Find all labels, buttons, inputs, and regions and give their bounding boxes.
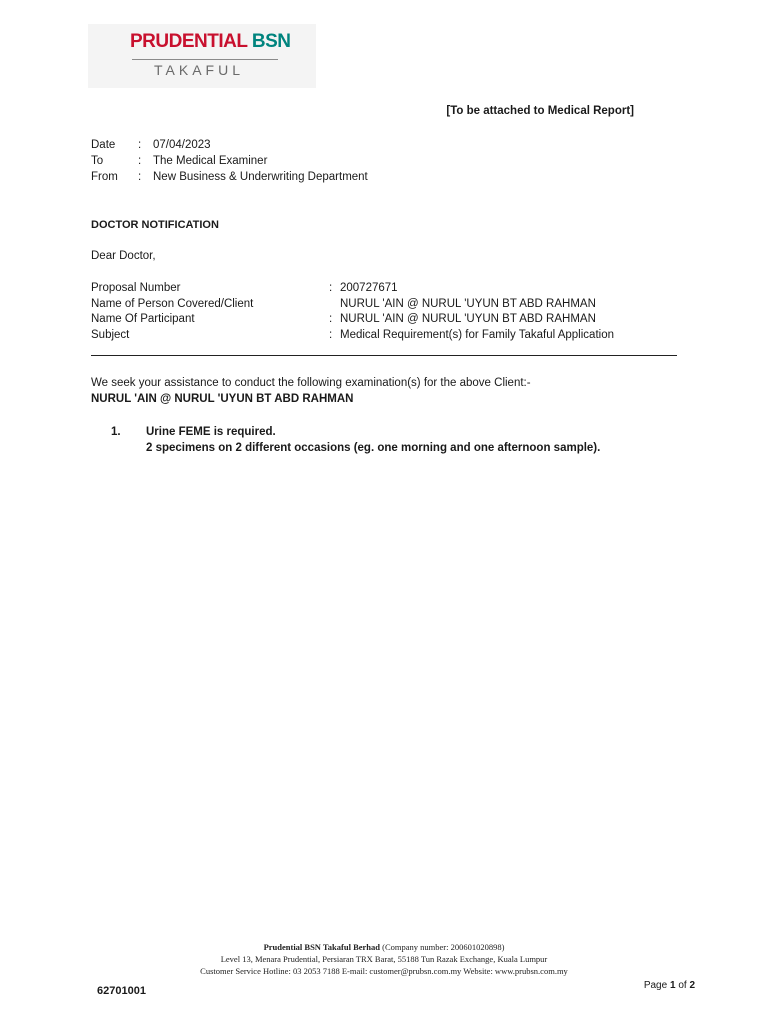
page-current: 1 (669, 980, 676, 991)
proposal-colon: : (329, 282, 333, 294)
footer-address: Level 13, Menara Prudential, Persiaran TRX Barat, 55188 Tun Razak Exchange, Kuala Lumpur (220, 954, 548, 964)
footer-company-number: (Company number: 200601020898) (382, 942, 505, 952)
divider-line (91, 355, 677, 356)
page-total: 2 (689, 980, 695, 991)
page-number (644, 980, 695, 991)
attach-note: [To be attached to Medical Report] (446, 105, 634, 117)
proposal-label: Proposal Number (91, 282, 181, 294)
item-line: Urine FEME is required. (146, 426, 276, 438)
document-number: 62701001 (97, 985, 146, 997)
meta-label: To (91, 155, 104, 167)
proposal-value: Medical Requirement(s) for Family Takaful Application (340, 329, 614, 341)
document-heading: DOCTOR NOTIFICATION (91, 219, 219, 231)
proposal-row (91, 298, 691, 312)
meta-value: The Medical Examiner (153, 155, 268, 167)
proposal-colon: : (329, 329, 333, 341)
footer-company-line (0, 942, 768, 952)
footer-company: Prudential BSN Takaful Berhad (263, 942, 380, 952)
proposal-label: Name Of Participant (91, 313, 195, 325)
meta-colon: : (138, 139, 142, 151)
logo-brand-red: PRUDENTIAL (130, 31, 248, 52)
intro-text: We seek your assistance to conduct the following examination(s) for the above Client:- (91, 377, 531, 389)
meta-label: From (91, 171, 118, 183)
meta-value: New Business & Underwriting Department (153, 171, 368, 183)
logo-brand-teal: BSN (251, 31, 291, 52)
client-name: NURUL 'AIN @ NURUL 'UYUN BT ABD RAHMAN (91, 393, 354, 405)
proposal-value: NURUL 'AIN @ NURUL 'UYUN BT ABD RAHMAN (340, 298, 596, 310)
logo-subtitle: TAKAFUL (154, 62, 244, 78)
proposal-row (91, 329, 691, 343)
proposal-value: 200727671 (340, 282, 398, 294)
company-logo (88, 24, 316, 88)
item-number: 1. (111, 426, 121, 438)
salutation: Dear Doctor, (91, 250, 156, 262)
meta-label: Date (91, 139, 116, 151)
logo-brand (130, 31, 291, 53)
meta-value: 07/04/2023 (153, 139, 211, 151)
item-line: 2 specimens on 2 different occasions (eg. one morning and one afternoon sample). (146, 442, 601, 454)
page-of: of (678, 980, 687, 991)
meta-colon: : (138, 171, 142, 183)
proposal-colon: : (329, 313, 333, 325)
proposal-row (91, 313, 691, 327)
logo-divider (132, 59, 278, 60)
footer-contact: Customer Service Hotline: 03 2053 7188 E-mail: customer@prubsn.com.my Website: www.prubsn.com.my (200, 966, 568, 976)
proposal-row (91, 282, 691, 296)
meta-colon: : (138, 155, 142, 167)
proposal-label: Subject (91, 329, 130, 341)
proposal-label: Name of Person Covered/Client (91, 298, 254, 310)
page-prefix: Page (643, 980, 668, 991)
proposal-value: NURUL 'AIN @ NURUL 'UYUN BT ABD RAHMAN (340, 313, 596, 325)
